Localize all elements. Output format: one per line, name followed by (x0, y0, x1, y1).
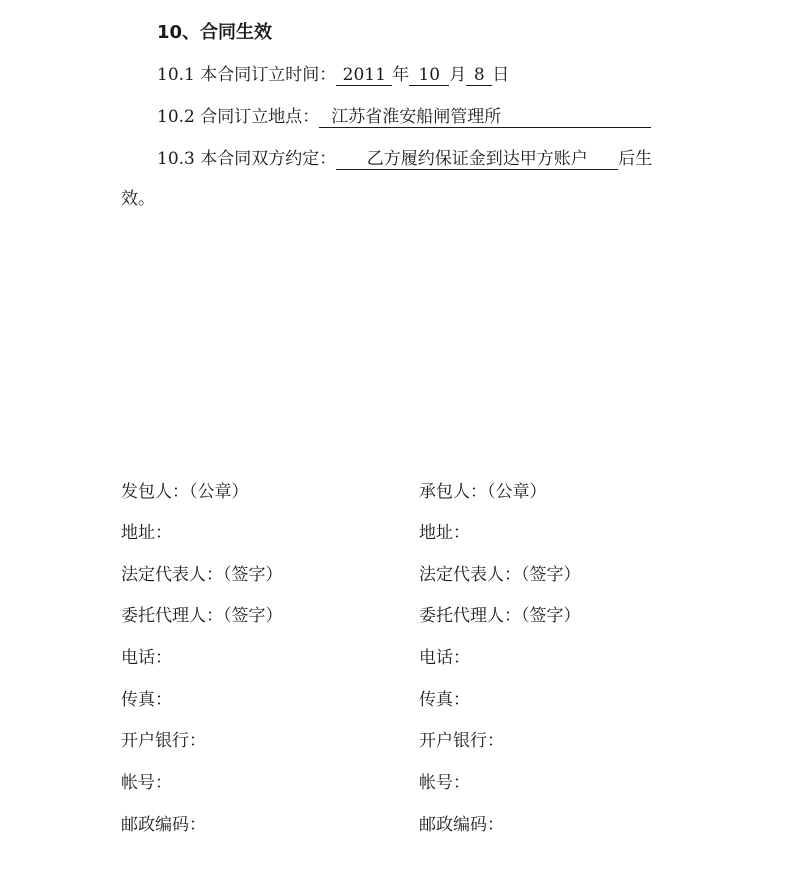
employer-legal-rep-field: 法定代表人：（签字） (121, 565, 283, 585)
year-unit: 年 (392, 65, 410, 85)
clause-10-3-suffix: 后生 (618, 149, 653, 169)
contractor-address-field: 地址： (419, 523, 470, 543)
contractor-seal-field: 承包人：（公章） (419, 482, 547, 502)
employer-seal-field: 发包人：（公章） (121, 482, 249, 502)
sign-month: 10 (409, 65, 449, 86)
sign-day: 8 (466, 65, 492, 86)
employer-account-field: 帐号： (121, 773, 172, 793)
contractor-postcode-field: 邮政编码： (419, 815, 504, 835)
clause-10-2-label: 10.2 合同订立地点： (157, 107, 320, 127)
employer-phone-field: 电话： (121, 648, 172, 668)
contractor-fax-field: 传真： (419, 690, 470, 710)
clause-10-3-continuation: 效。 (121, 189, 155, 209)
sign-place: 江苏省淮安船闸管理所 (319, 107, 651, 128)
sign-year: 2011 (336, 65, 392, 86)
clause-10-3 (157, 145, 652, 173)
employer-agent-field: 委托代理人：（签字） (121, 606, 283, 626)
clause-10-1-label: 10.1 本合同订立时间： (157, 65, 337, 85)
contractor-bank-field: 开户银行： (419, 731, 504, 751)
employer-bank-field: 开户银行： (121, 731, 206, 751)
clause-10-3-label: 10.3 本合同双方约定： (157, 149, 337, 169)
employer-postcode-field: 邮政编码： (121, 815, 206, 835)
contractor-agent-field: 委托代理人：（签字） (419, 606, 581, 626)
contractor-phone-field: 电话： (419, 648, 470, 668)
clause-10-1 (157, 61, 509, 89)
employer-fax-field: 传真： (121, 690, 172, 710)
clause-10-2 (157, 103, 651, 131)
section-title: 10、合同生效 (157, 22, 273, 43)
contractor-legal-rep-field: 法定代表人：（签字） (419, 565, 581, 585)
contractor-account-field: 帐号： (419, 773, 470, 793)
day-unit: 日 (492, 65, 510, 85)
month-unit: 月 (449, 65, 467, 85)
effective-condition: 乙方履约保证金到达甲方账户 (336, 149, 618, 170)
employer-address-field: 地址： (121, 523, 172, 543)
